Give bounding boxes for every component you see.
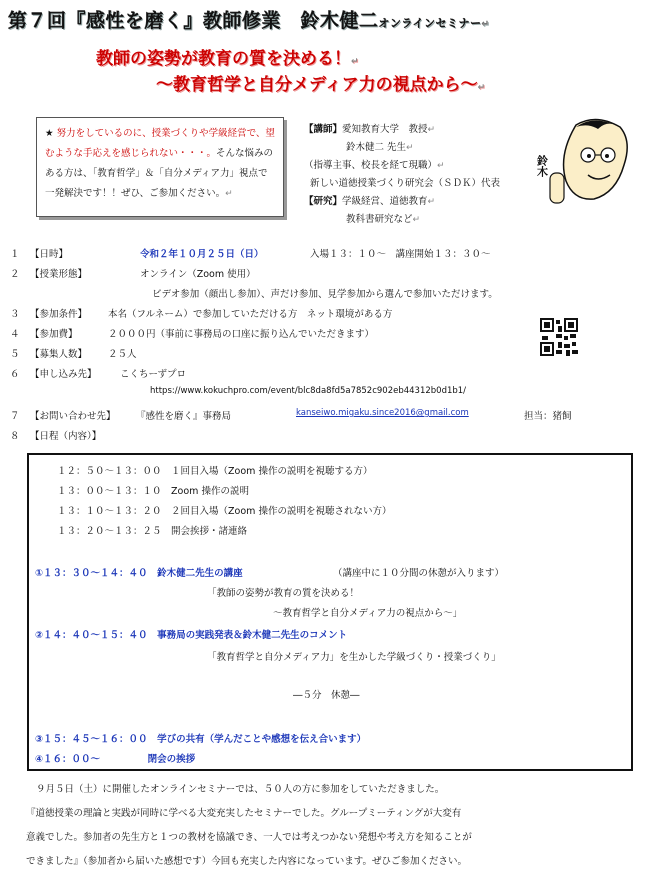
lecturer-caricature-illustration (536, 115, 632, 207)
intro-box: ★ 努力をしているのに、授業づくりや学級経営で、望むような手応えを感じられない・・・。そんな悩みのある方は、「教育哲学」＆「自分メディア力」視点で一発解決です！！ぜひ、ご参加ください。↵ (36, 117, 284, 217)
contact-email-link[interactable]: kanseiwo.migaku.since2016@gmail.com (296, 408, 469, 418)
lecturer-org: 新しい道徳授業づくり研究会（ＳＤＫ）代表 (310, 178, 501, 189)
intro-red-text: 努力をしているのに、授業づくりや学級経営で、望むような手応えを感じられない・・・。 (45, 128, 275, 159)
closing-line: 意義でした。参加者の先生方と１つの教材を協議でき、一人では考えつかない発想や考え方を知ることが (26, 832, 472, 843)
closing-paragraph (26, 778, 646, 874)
schedule-row: １３：１０～１３：２０ ２回目入場（Zoom 操作の説明を視聴されない方） (57, 506, 392, 517)
session-1: ①１３：３０～１４：４０ 鈴木健二先生の講座 (35, 568, 243, 579)
session-2: ②１４：４０～１５：４０ 事務局の実践発表＆鈴木健二先生のコメント (35, 630, 348, 641)
closing-line: 『道徳授業の理論と実践が同時に学べる大変充実したセミナーでした。グループミーティングが大変有 (26, 808, 462, 819)
research-topics: 学級経営、道徳教育 (342, 196, 428, 207)
session-1-note: （講座中に１０分間の休憩が入ります） (333, 568, 505, 579)
subtitle-main: 教師の姿勢が教育の質を決める！↵ (96, 49, 359, 69)
closing-line: ９月５日（土）に開催したオンラインセミナーでは、５０人の方に参加をしていただきました。 (36, 784, 445, 795)
title-suffix: オンラインセミナー (378, 17, 482, 30)
lecturer-affiliation: 愛知教育大学 教授 (342, 124, 428, 135)
page-title: 第７回『感性を磨く』教師修業 鈴木健二オンラインセミナー↵ (8, 10, 490, 32)
signature: 鈴木 (536, 155, 549, 177)
research-topics-2: 教科書研究など (346, 214, 413, 225)
session-2-subtitle: 「教育哲学と自分メディア力」を生かした学級づくり・授業づくり」 (207, 652, 501, 663)
session-3: ③１５：４５～１６：００ 学びの共有（学んだことや感想を伝え合います） (35, 734, 367, 745)
star-icon: ★ (45, 128, 54, 139)
session-4: ④１６：００～ 閉会の挨拶 (35, 754, 196, 765)
schedule-row: １３：００～１３：１０ Zoom 操作の説明 (57, 486, 249, 497)
session-1-subtitle: 「教師の姿勢が教育の質を決める！ (207, 588, 360, 599)
lecturer-career: （指導主事、校長を経て現職） (304, 160, 438, 171)
lecturer-box: 【講師】愛知教育大学 教授↵ 鈴木健二 先生↵ （指導主事、校長を経て現職）↵ 新しい道徳授業づくり研究会（ＳＤＫ）代表 【研究】学級経営、道徳教育↵ 教科書研究など↵ 鈴木 (298, 117, 643, 235)
schedule-box (27, 453, 633, 771)
qr-code-image[interactable] (540, 318, 578, 356)
research-label: 【研究】 (304, 196, 343, 207)
lecturer-label: 【講師】 (304, 124, 343, 135)
closing-line: できました』（参加者から届いた感想です）今回も充実した内容になっています。ぜひご参加ください。 (26, 856, 467, 867)
subtitle-secondary: ～教育哲学と自分メディア力の視点から～↵ (156, 75, 486, 95)
schedule-row: １３：２０～１３：２５ 開会挨拶・諸連絡 (57, 526, 248, 537)
intro-text: そんな悩みのある方は、「教育哲学」＆「自分メディア力」視点で一発解決です！！ぜひ、ご参加ください。 (45, 148, 274, 199)
session-1-subtitle-2: ～教育哲学と自分メディア力の視点から～」 (273, 608, 463, 619)
lecturer-name: 鈴木健二 先生 (346, 142, 407, 153)
schedule-row: １２：５０～１３：００ １回目入場（Zoom 操作の説明を視聴する方） (57, 466, 373, 477)
break-label: ―５分 休憩― (293, 690, 360, 701)
title-main: 第７回『感性を磨く』教師修業 鈴木健二 (8, 10, 379, 32)
